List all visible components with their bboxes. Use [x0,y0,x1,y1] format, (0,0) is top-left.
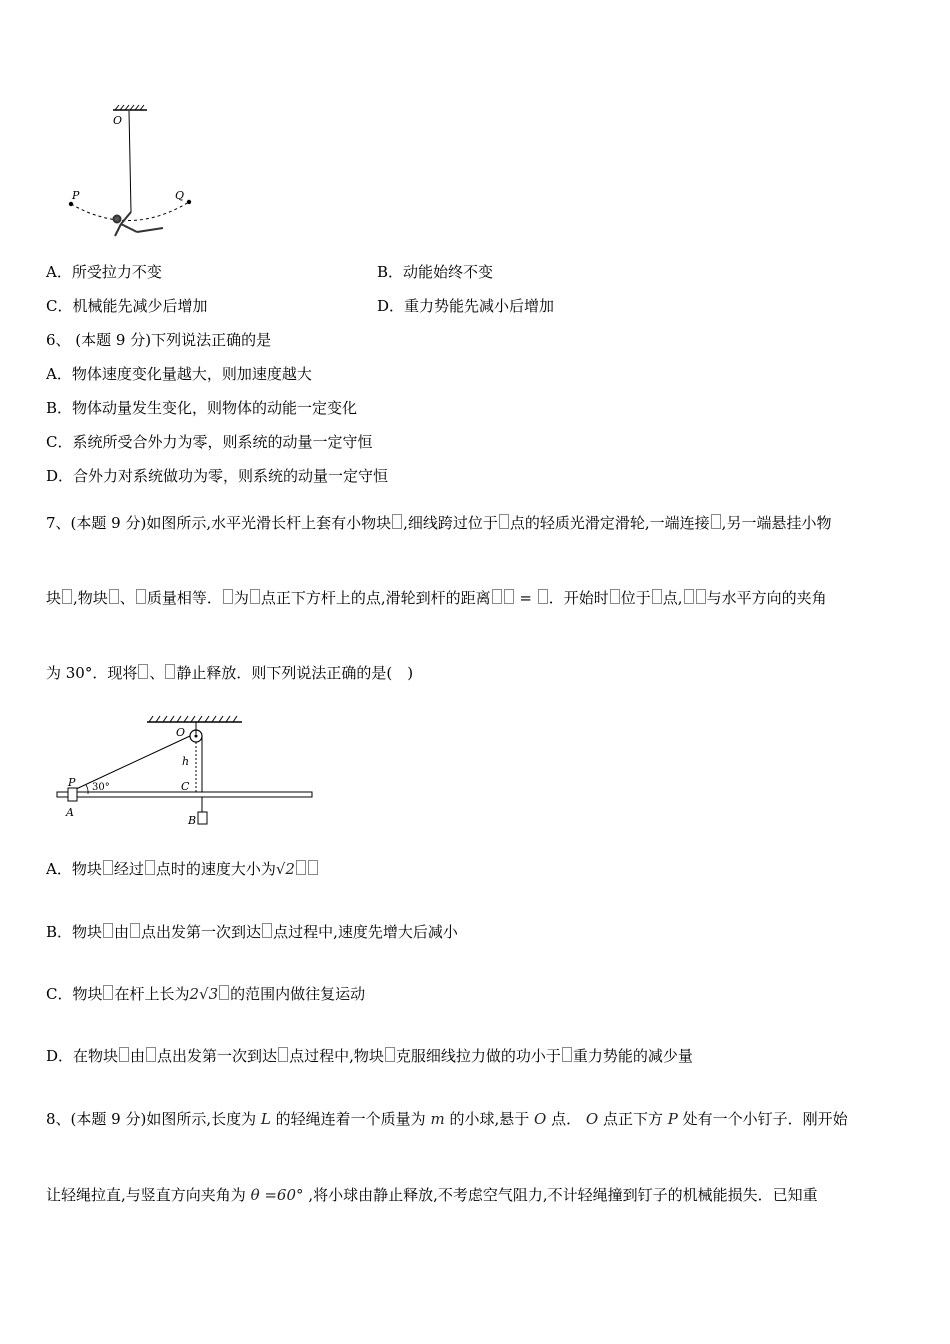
q6-option-b: B．物体动量发生变化，则物体的动能一定变化 [46,399,358,417]
q7-option-b: B．物块 由 点出发第一次到达 点过程中,速度先增大后减小 [46,923,458,941]
q7-option-a: A．物块 经过 点时的速度大小为√2 [46,858,319,879]
q7-line-2: 块 ,物块 、 质量相等． 为 点正下方杆上的点,滑轮到杆的距离 = ．开始时 位于 点, 与水平方向的夹角 [46,589,827,607]
q6-option-a: A．物体速度变化量越大，则加速度越大 [46,365,312,383]
q5-option-d: D．重力势能先减小后增加 [377,297,555,315]
q6-option-c: C．系统所受合外力为零，则系统的动量一定守恒 [46,433,373,451]
q8-line-2: 让轻绳拉直,与竖直方向夹角为 θ =60° ,将小球由静止释放,不考虑空气阻力,不计轻绳撞到钉子的机械能损失．已知重 [46,1186,818,1204]
q7-line-3: 为 30°．现将 、 静止释放．则下列说法正确的是( ) [46,664,414,682]
pendulum-figure [55,100,205,250]
q5-option-b: B．动能始终不变 [377,263,494,281]
q7-line-1: 7、(本题 9 分)如图所示,水平光滑长杆上套有小物块 ,细线跨过位于 点的轻质光滑定滑轮,一端连接 ,另一端悬挂小物 [46,514,832,532]
label-P: P [68,776,76,789]
label-B: B [188,814,197,827]
person-figure [114,212,164,236]
q5-option-c: C．机械能先减少后增加 [46,297,208,315]
label-O: O [176,726,186,739]
q8-line-1: 8、(本题 9 分)如图所示,长度为 L 的轻绳连着一个质量为 m 的小球,悬于 O 点． O 点正下方 P 处有一个小钉子．刚开始 [46,1110,848,1128]
block-b [198,812,207,824]
label-angle: 30° [92,782,110,793]
pulley-figure [52,708,322,833]
label-Q: Q [175,189,185,202]
block-a [68,788,77,801]
label-h: h [182,755,190,768]
label-A: A [66,806,74,819]
label-P: P [72,189,80,202]
q6-stem: 6、 (本题 9 分)下列说法正确的是 [46,331,272,349]
q6-option-d: D．合外力对系统做功为零，则系统的动量一定守恒 [46,467,389,485]
label-O: O [113,114,123,127]
label-C: C [181,780,190,793]
q7-option-c: C．物块 在杆上长为2√3 的范围内做往复运动 [46,985,366,1003]
q7-option-d: D．在物块 由 点出发第一次到达 点过程中,物块 克服细线拉力做的功小于 重力势能的减少量 [46,1047,693,1065]
q5-option-a: A．所受拉力不变 [46,263,162,281]
